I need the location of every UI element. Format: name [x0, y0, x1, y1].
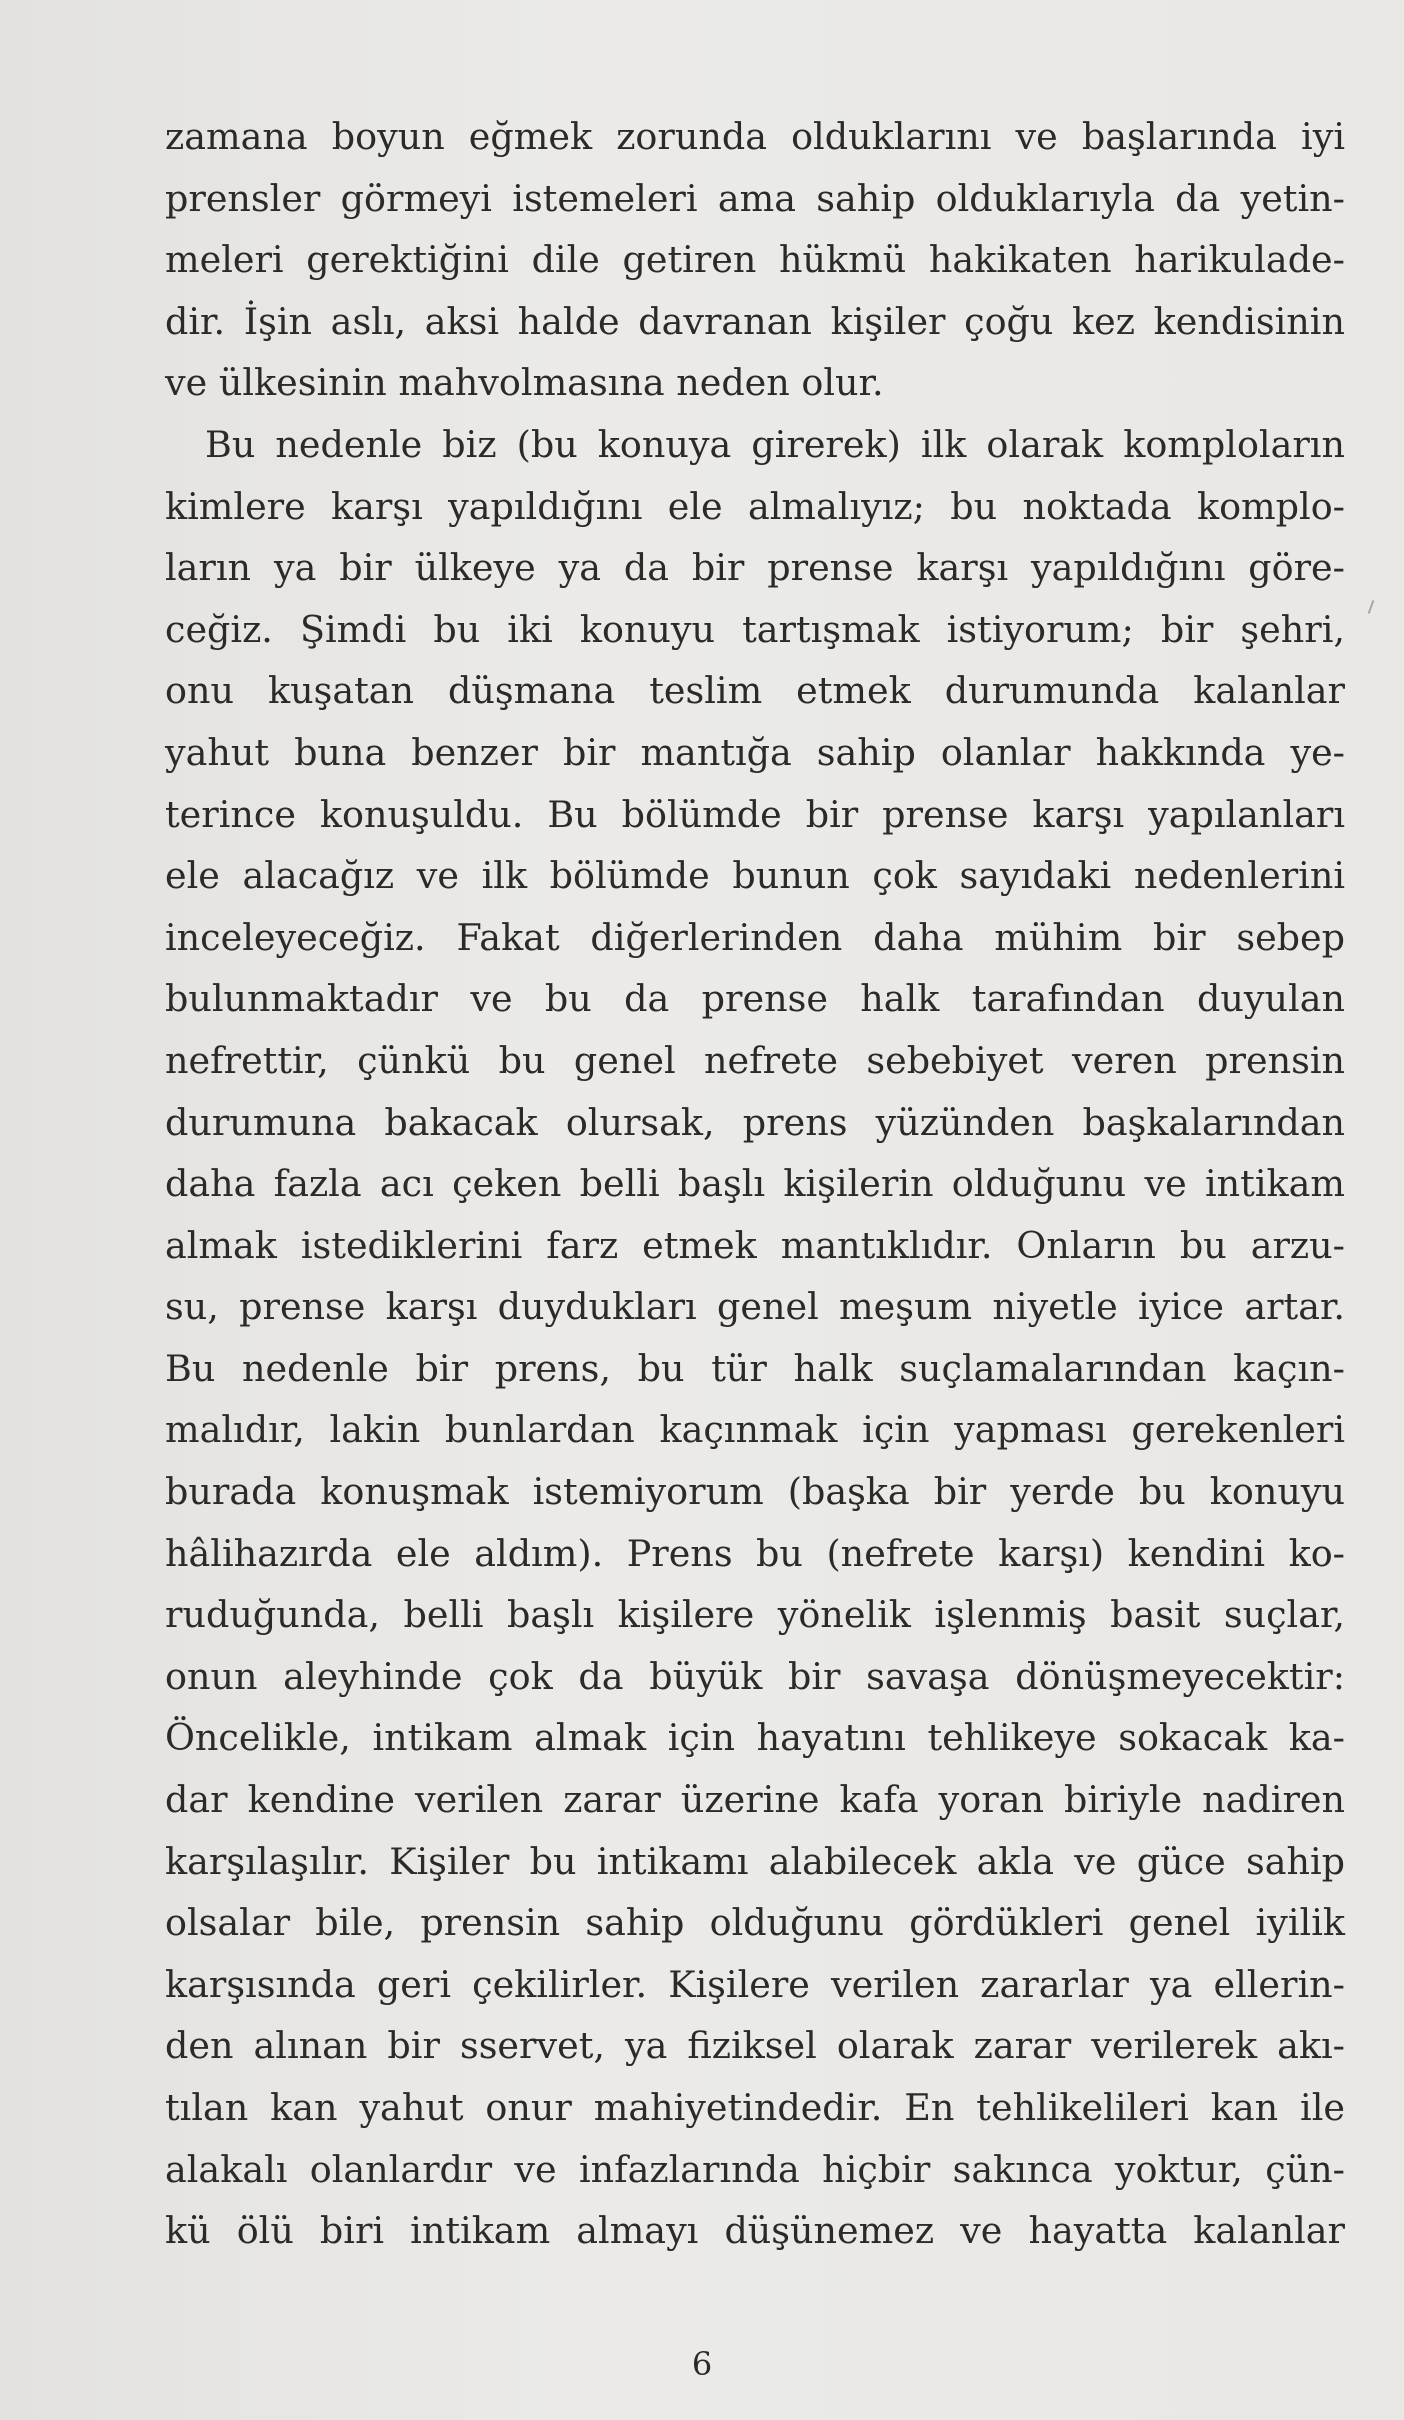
text-line: durumuna bakacak olursak, prens yüzünden başkalarından	[165, 1100, 1345, 1144]
body-text	[165, 106, 1345, 2262]
text-line: dar kendine verilen zarar üzerine kafa yoran biriyle nadiren	[165, 1778, 1345, 1822]
text-line: ruduğunda, belli başlı kişilere yönelik işlenmiş basit suçlar,	[165, 1593, 1345, 1637]
text-line: Öncelikle, intikam almak için hayatını tehlikeye sokacak ka-	[165, 1716, 1345, 1760]
text-line: onun aleyhinde çok da büyük bir savaşa dönüşmeyecektir:	[165, 1654, 1345, 1698]
text-line: yahut buna benzer bir mantığa sahip olanlar hakkında ye-	[165, 730, 1345, 774]
text-line: daha fazla acı çeken belli başlı kişilerin olduğunu ve intikam	[165, 1162, 1345, 1206]
text-line: almak istediklerini farz etmek mantıklıdır. Onların bu arzu-	[165, 1223, 1345, 1267]
margin-pencil-mark	[1368, 600, 1375, 614]
text-line: kimlere karşı yapıldığını ele almalıyız; bu noktada komplo-	[165, 484, 1345, 528]
text-line: malıdır, lakin bunlardan kaçınmak için yapması gerekenleri	[165, 1408, 1345, 1452]
text-line: burada konuşmak istemiyorum (başka bir yerde bu konuyu	[165, 1470, 1345, 1514]
text-line: onu kuşatan düşmana teslim etmek durumunda kalanlar	[165, 669, 1345, 713]
text-line: hâlihazırda ele aldım). Prens bu (nefrete karşı) kendini ko-	[165, 1531, 1345, 1575]
text-line: den alınan bir sservet, ya fiziksel olarak zarar verilerek akı-	[165, 2024, 1345, 2068]
text-line: olsalar bile, prensin sahip olduğunu gördükleri genel iyilik	[165, 1901, 1345, 1945]
text-line: prensler görmeyi istemeleri ama sahip olduklarıyla da yetin-	[165, 176, 1345, 220]
text-line: alakalı olanlardır ve infazlarında hiçbir sakınca yoktur, çün-	[165, 2147, 1345, 2191]
page-number: 6	[691, 2345, 713, 2383]
text-line: zamana boyun eğmek zorunda olduklarını ve başlarında iyi	[165, 115, 1345, 158]
text-line: inceleyeceğiz. Fakat diğerlerinden daha mühim bir sebep	[165, 915, 1345, 959]
text-line: meleri gerektiğini dile getiren hükmü hakikaten harikulade-	[165, 238, 1345, 282]
text-line: terince konuşuldu. Bu bölümde bir prense karşı yapılanları	[165, 792, 1345, 836]
text-line: ceğiz. Şimdi bu iki konuyu tartışmak istiyorum; bir şehri,	[165, 607, 1345, 651]
text-line: su, prense karşı duydukları genel meşum niyetle iyice artar.	[165, 1285, 1345, 1329]
text-line: karşılaşılır. Kişiler bu intikamı alabilecek akla ve güce sahip	[165, 1839, 1345, 1883]
text-line: Bu nedenle bir prens, bu tür halk suçlamalarından kaçın-	[165, 1346, 1345, 1390]
text-line: bulunmaktadır ve bu da prense halk tarafından duyulan	[165, 977, 1345, 1021]
text-line: ların ya bir ülkeye ya da bir prense karşı yapıldığını göre-	[165, 546, 1345, 590]
text-line: ve ülkesinin mahvolmasına neden olur.	[165, 361, 884, 405]
text-line: kü ölü biri intikam almayı düşünemez ve hayatta kalanlar	[165, 2209, 1345, 2253]
text-line: ele alacağız ve ilk bölümde bunun çok sayıdaki nedenlerini	[165, 854, 1345, 898]
text-line: tılan kan yahut onur mahiyetindedir. En tehlikelileri kan ile	[165, 2086, 1345, 2129]
text-line: karşısında geri çekilirler. Kişilere verilen zararlar ya ellerin-	[165, 1962, 1345, 2006]
text-line: dir. İşin aslı, aksi halde davranan kişiler çoğu kez kendisinin	[165, 299, 1345, 343]
text-line: Bu nedenle biz (bu konuya girerek) ilk olarak komploların	[205, 422, 1345, 466]
text-line: nefrettir, çünkü bu genel nefrete sebebiyet veren prensin	[165, 1038, 1345, 1082]
